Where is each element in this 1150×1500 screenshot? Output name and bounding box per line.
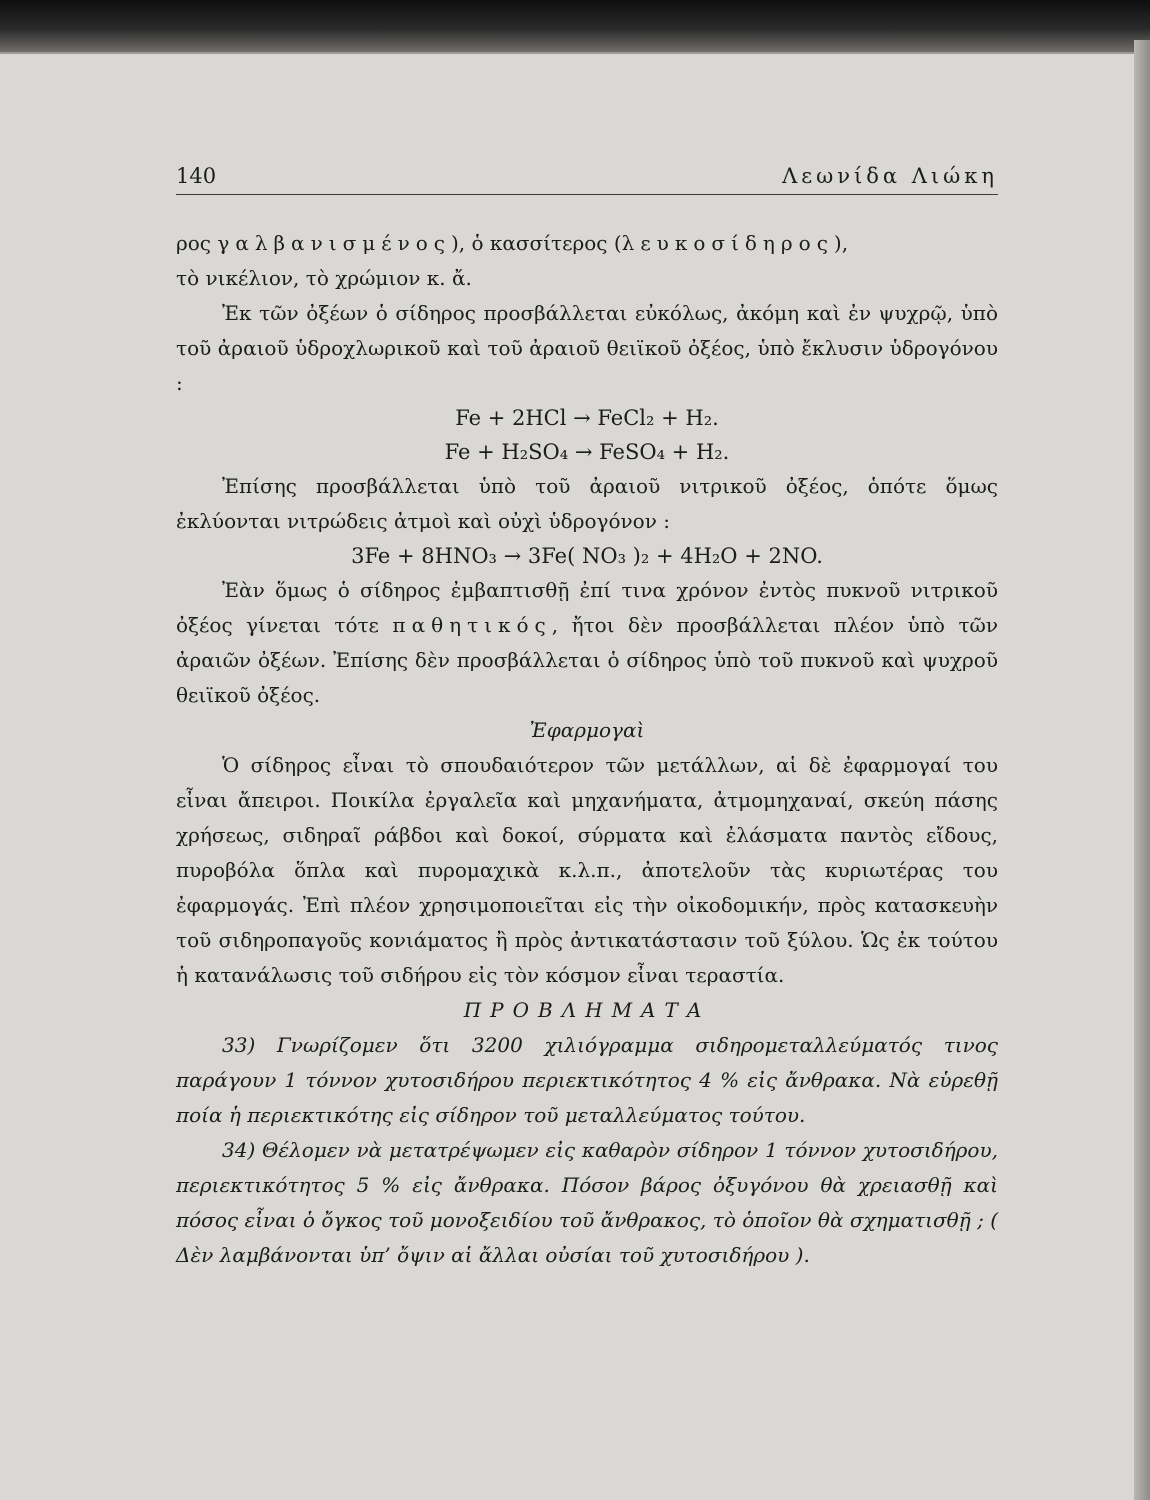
section-title-applications: Ἐφαρμογαὶ bbox=[529, 718, 645, 742]
intro-mid: ), ὁ κασσίτερος ( bbox=[450, 231, 622, 255]
intro-line-1 bbox=[176, 226, 998, 261]
problem-33: 33) Γνωρίζομεν ὅτι 3200 χιλιόγραμμα σιδηρομεταλλεύματός τινος παράγουν 1 τόννον χυτοσιδήρου περιεκτικότητος 4 % εἰς ἄνθρακα. Νὰ εὑρεθῇ ποία ἡ περιεκτικότης εἰς σίδηρον τοῦ μεταλλεύματος τούτου. bbox=[176, 1033, 998, 1127]
problems-title: ΠΡΟΒΛΗΜΑΤΑ bbox=[463, 998, 711, 1022]
spaced-word-tinplate: λευκοσίδηρος bbox=[621, 231, 834, 255]
intro-prefix: ρος bbox=[176, 231, 211, 255]
page-number: 140 bbox=[176, 164, 217, 188]
passive-before: Ἐὰν ὅμως ὁ σίδηρος ἐμβαπτισθῇ ἐπί τινα χρόνον ἐντὸς πυκνοῦ νιτρικοῦ ὀξέος γίνεται τότε bbox=[176, 578, 998, 637]
spaced-word-passive: παθητικός bbox=[392, 613, 552, 637]
equation-3: 3Fe + 8HNO₃ → 3Fe( NO₃ )₂ + 4H₂O + 2NO. bbox=[351, 544, 823, 568]
equation-2: Fe + H₂SO₄ → FeSO₄ + H₂. bbox=[444, 440, 730, 464]
page-header bbox=[176, 160, 998, 195]
spaced-word-galvanized: γαλβανισμένος bbox=[217, 231, 451, 255]
page-edge bbox=[0, 52, 1134, 54]
paragraph-acids: Ἐκ τῶν ὀξέων ὁ σίδηρος προσβάλλεται εὐκόλως, ἀκόμη καὶ ἐν ψυχρῷ, ὑπὸ τοῦ ἀραιοῦ ὑδροχλωρικοῦ καὶ τοῦ ἀραιοῦ θειϊκοῦ ὀξέος, ὑπὸ ἔκλυσιν ὑδρογόνου : bbox=[176, 301, 998, 395]
passive-after: , ἤτοι δὲν προσβάλλεται πλέον ὑπὸ τῶν ἀραιῶν ὀξέων. Ἐπίσης δὲν προσβάλλεται ὁ σίδηρος ὑπὸ τοῦ πυκνοῦ καὶ ψυχροῦ θειϊκοῦ ὀξέος. bbox=[176, 613, 998, 707]
paragraph-passive bbox=[176, 573, 998, 713]
intro-end: ), bbox=[833, 231, 849, 255]
running-head: Λεωνίδα Λιώκη bbox=[782, 164, 998, 188]
paragraph-nitric: Ἐπίσης προσβάλλεται ὑπὸ τοῦ ἀραιοῦ νιτρικοῦ ὀξέος, ὁπότε ὅμως ἐκλύονται νιτρώδεις ἀτμοὶ καὶ οὐχὶ ὑδρογόνον : bbox=[176, 474, 998, 533]
intro-line-2: τὸ νικέλιον, τὸ χρώμιον κ. ἄ. bbox=[176, 266, 472, 290]
scan-border-top bbox=[0, 0, 1150, 52]
scan-border-right bbox=[1134, 40, 1150, 1500]
paragraph-applications: Ὁ σίδηρος εἶναι τὸ σπουδαιότερον τῶν μετάλλων, αἱ δὲ ἐφαρμογαί του εἶναι ἄπειροι. Ποικίλα ἐργαλεῖα καὶ μηχανήματα, ἀτμομηχαναί, σκεύη πάσης χρήσεως, σιδηραῖ ράβδοι καὶ δοκοί, σύρματα καὶ ἐλάσματα παντὸς εἴδους, πυροβόλα ὅπλα καὶ πυρομαχικὰ κ.λ.π., ἀποτελοῦν τὰς κυριωτέρας του ἐφαρμογάς. Ἐπὶ πλέον χρησιμοποιεῖται εἰς τὴν οἰκοδομικήν, πρὸς κατασκευὴν τοῦ σιδηροπαγοῦς κονιάματος ἢ πρὸς ἀντικατάστασιν τοῦ ξύλου. Ὡς ἐκ τούτου ἡ κατανάλωσις τοῦ σιδήρου εἰς τὸν κόσμον εἶναι τεραστία. bbox=[176, 753, 998, 987]
page-body bbox=[176, 226, 998, 1273]
problem-34: 34) Θέλομεν νὰ μετατρέψωμεν εἰς καθαρὸν σίδηρον 1 τόννον χυτοσιδήρου, περιεκτικότητος 5 % εἰς ἄνθρακα. Πόσον βάρος ὀξυγόνου θὰ χρειασθῇ καὶ πόσος εἶναι ὁ ὄγκος τοῦ μονοξειδίου τοῦ ἄνθρακος, τὸ ὁποῖον θὰ σχηματισθῇ ; ( Δὲν λαμβάνονται ὑπ’ ὄψιν αἱ ἄλλαι οὐσίαι τοῦ χυτοσιδήρου ). bbox=[176, 1138, 998, 1267]
equation-1: Fe + 2HCl → FeCl₂ + H₂. bbox=[455, 406, 719, 430]
